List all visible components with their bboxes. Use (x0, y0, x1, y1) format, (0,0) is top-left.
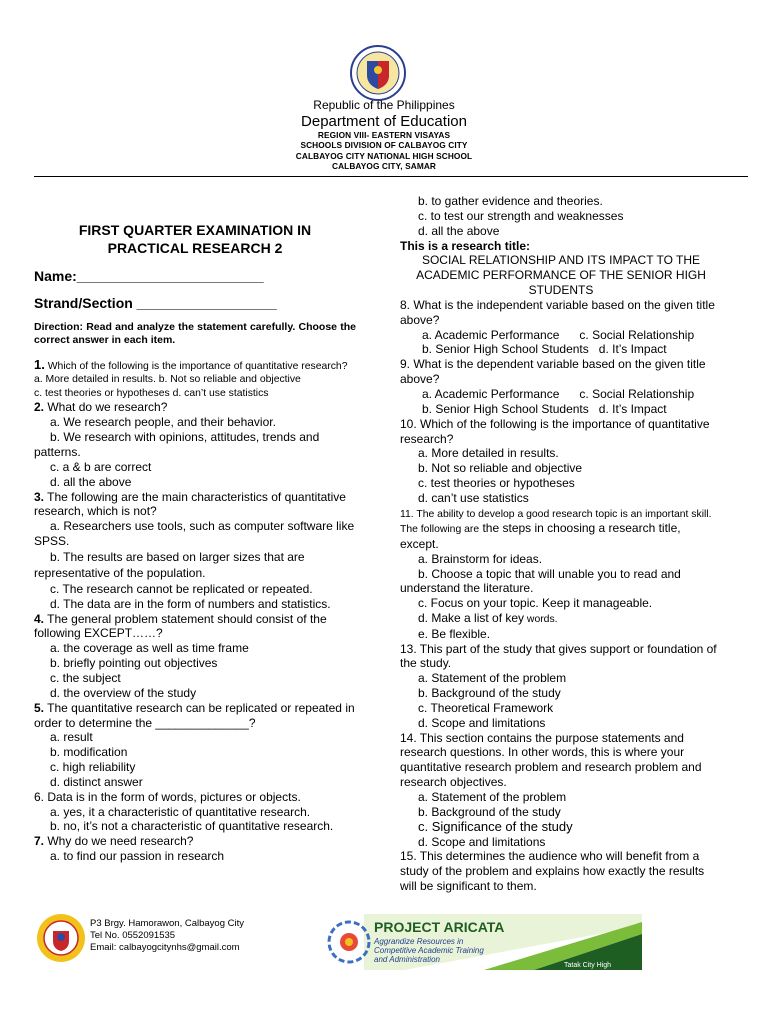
header-divider (34, 176, 748, 177)
question-7-option-a[interactable]: a. to find our passion in research (50, 849, 225, 864)
question-5 (34, 701, 356, 731)
question-2-option-c[interactable]: c. a & b are correct (50, 459, 152, 474)
question-11-option-a[interactable]: a. Brainstorm for ideas. (418, 551, 543, 566)
question-text: The following are the main characteristics of quantitative research, which is not? (34, 489, 346, 519)
strand-section-field[interactable]: Strand/Section __________________ (34, 294, 277, 311)
question-14-option-d[interactable]: d. Scope and limitations (418, 834, 546, 849)
question-13-option-a[interactable]: a. Statement of the problem (418, 671, 567, 686)
question-9-options-ac[interactable]: a. Academic Performance c. Social Relationship (422, 386, 695, 401)
question-text: The quantitative research can be replicated or repeated in order to determine the ______________? (34, 700, 355, 730)
name-field[interactable]: Name:________________________ (34, 268, 264, 284)
question-3-option-b[interactable]: b. The results are based on larger sizes that are representative of the population. (34, 549, 305, 581)
question-2-option-a[interactable]: a. We research people, and their behavior. (50, 415, 276, 430)
location-heading: CALBAYOG CITY, SAMAR (331, 161, 437, 171)
question-4 (34, 612, 356, 642)
left-column (34, 221, 356, 864)
question-4-option-d[interactable]: d. the overview of the study (50, 685, 197, 700)
question-5-option-a[interactable]: a. result (50, 730, 93, 745)
question-10-option-b[interactable]: b. Not so reliable and objective (418, 461, 583, 476)
project-name: PROJECT ARICATA (374, 919, 505, 935)
deped-seal-logo (343, 44, 413, 102)
exam-title-line2: PRACTICAL RESEARCH 2 (107, 240, 283, 256)
question-number: 2. (34, 400, 45, 415)
question-text: the steps in choosing a research title, except. (400, 521, 681, 551)
question-7 (34, 834, 356, 849)
question-10-option-a[interactable]: a. More detailed in results. (418, 446, 559, 461)
question-5-option-c[interactable]: c. high reliability (50, 760, 136, 775)
question-14-option-b[interactable]: b. Background of the study (418, 804, 561, 819)
question-15: 15. This determines the audience who will benefit from a study of the problem and explains how exactly the results will be significant to them. (400, 849, 705, 894)
question-10-option-d[interactable]: d. can’t use statistics (418, 490, 529, 505)
question-13-option-c[interactable]: c. Theoretical Framework (418, 700, 554, 715)
question-14: 14. This section contains the purpose statements and research questions. In other words, this is where your quantitative research problem and research problem and research objectives. (400, 730, 702, 790)
school-contact-info (90, 918, 244, 954)
question-2-option-d[interactable]: d. all the above (50, 474, 132, 489)
question-1-options-ab: a. More detailed in results. b. Not so reliable and objective (34, 374, 301, 386)
question-6: 6. Data is in the form of words, pictures or objects. (34, 789, 301, 804)
region-heading: REGION VIII- EASTERN VISAYAS (317, 130, 451, 140)
question-text: Which of the following is the importance of quantitative research? (44, 360, 348, 372)
option-text: words. (524, 614, 558, 626)
question-text: What do we research? (44, 400, 168, 415)
project-line-3: and Administration (374, 955, 440, 964)
question-7-option-b[interactable]: b. to gather evidence and theories. (418, 194, 603, 208)
question-9: 9. What is the dependent variable based on the given title above? (400, 357, 706, 387)
question-11-option-c[interactable]: c. Focus on your topic. Keep it manageable. (418, 596, 653, 611)
question-14-option-c[interactable]: c. Significance of the study (418, 818, 573, 834)
question-5-option-d[interactable]: d. distinct answer (50, 774, 143, 789)
question-1 (34, 358, 356, 374)
school-tel: Tel No. 0552091535 (90, 930, 176, 941)
question-3 (34, 490, 356, 520)
question-text: The general problem statement should consist of the following EXCEPT……? (34, 611, 327, 641)
question-number: 5. (34, 700, 45, 715)
question-4-option-b[interactable]: b. briefly pointing out objectives (50, 656, 218, 671)
question-11-option-e[interactable]: e. Be flexible. (418, 626, 491, 641)
direction-text: Direction: Read and analyze the statement carefully. Choose the correct answer in each item. (34, 320, 356, 347)
question-13-option-b[interactable]: b. Background of the study (418, 686, 561, 701)
question-11-option-b[interactable]: b. Choose a topic that will unable you to read and understand the literature. (400, 566, 681, 596)
question-2 (34, 400, 356, 415)
school-address: P3 Brgy. Hamorawon, Calbayog City (90, 918, 244, 929)
department-heading: Department of Education (301, 113, 467, 130)
question-4-option-a[interactable]: a. the coverage as well as time frame (50, 641, 249, 656)
people-circle-icon (329, 922, 369, 962)
question-8: 8. What is the independent variable based on the given title above? (400, 297, 715, 327)
question-3-option-c[interactable]: c. The research cannot be replicated or repeated. (50, 581, 313, 596)
project-line-2: Competitive Academic Training (374, 946, 484, 955)
school-heading: CALBAYOG CITY NATIONAL HIGH SCHOOL (295, 151, 473, 161)
school-logo (36, 913, 86, 963)
option-text: d. Make a list of key (418, 611, 525, 626)
question-5-option-b[interactable]: b. modification (50, 745, 128, 760)
question-number: 7. (34, 834, 45, 849)
question-14-option-a[interactable]: a. Statement of the problem (418, 790, 567, 804)
question-text: 11. The ability to develop a good research topic is an important skill. The following are (400, 508, 712, 536)
right-column (400, 194, 722, 894)
question-3-option-d[interactable]: d. The data are in the form of numbers and statistics. (50, 596, 331, 611)
question-4-option-c[interactable]: c. the subject (50, 670, 121, 685)
exam-title-line1: FIRST QUARTER EXAMINATION IN (78, 222, 312, 238)
question-text: Why do we need research? (44, 834, 194, 849)
question-number: 4. (34, 611, 45, 626)
question-6-option-b[interactable]: b. no, it’s not a characteristic of quantitative research. (50, 819, 334, 834)
research-title-label: This is a research title: (400, 238, 531, 253)
question-11-option-d[interactable] (400, 611, 722, 627)
question-1-options-cd: c. test theories or hypotheses d. can’t use statistics (34, 387, 269, 399)
question-6-option-a[interactable]: a. yes, it a characteristic of quantitative research. (50, 804, 311, 819)
question-11 (400, 506, 722, 552)
question-2-option-b[interactable]: b. We research with opinions, attitudes, trends and patterns. (34, 430, 320, 459)
question-10-option-c[interactable]: c. test theories or hypotheses (418, 476, 575, 491)
question-13-option-d[interactable]: d. Scope and limitations (418, 715, 546, 730)
question-7-option-c[interactable]: c. to test our strength and weaknesses (418, 208, 624, 223)
school-email: Email: calbayogcitynhs@gmail.com (90, 942, 240, 953)
question-8-options-ac[interactable]: a. Academic Performance c. Social Relationship (422, 327, 695, 342)
question-13: 13. This part of the study that gives support or foundation of the study. (400, 641, 717, 671)
question-10: 10. Which of the following is the importance of quantitative research? (400, 416, 710, 446)
question-7-option-d[interactable]: d. all the above (418, 223, 500, 238)
question-number: 1. (34, 356, 45, 372)
question-3-option-a[interactable]: a. Researchers use tools, such as computer software like SPSS. (34, 519, 355, 549)
question-9-options-bd[interactable]: b. Senior High School Students d. It’s Impact (422, 401, 667, 416)
question-number: 3. (34, 489, 45, 504)
republic-heading: Republic of the Philippines (313, 98, 455, 112)
tagline: Tatak City High (564, 962, 612, 969)
research-title: SOCIAL RELATIONSHIP AND ITS IMPACT TO THE ACADEMIC PERFORMANCE OF THE SENIOR HIGH STUDENTS (416, 253, 706, 298)
question-8-options-bd[interactable]: b. Senior High School Students d. It’s Impact (422, 342, 667, 357)
project-aricata-banner (324, 912, 644, 972)
project-line-1: Aggrandize Resources in (374, 937, 464, 946)
division-heading: SCHOOLS DIVISION OF CALBAYOG CITY (300, 140, 468, 150)
